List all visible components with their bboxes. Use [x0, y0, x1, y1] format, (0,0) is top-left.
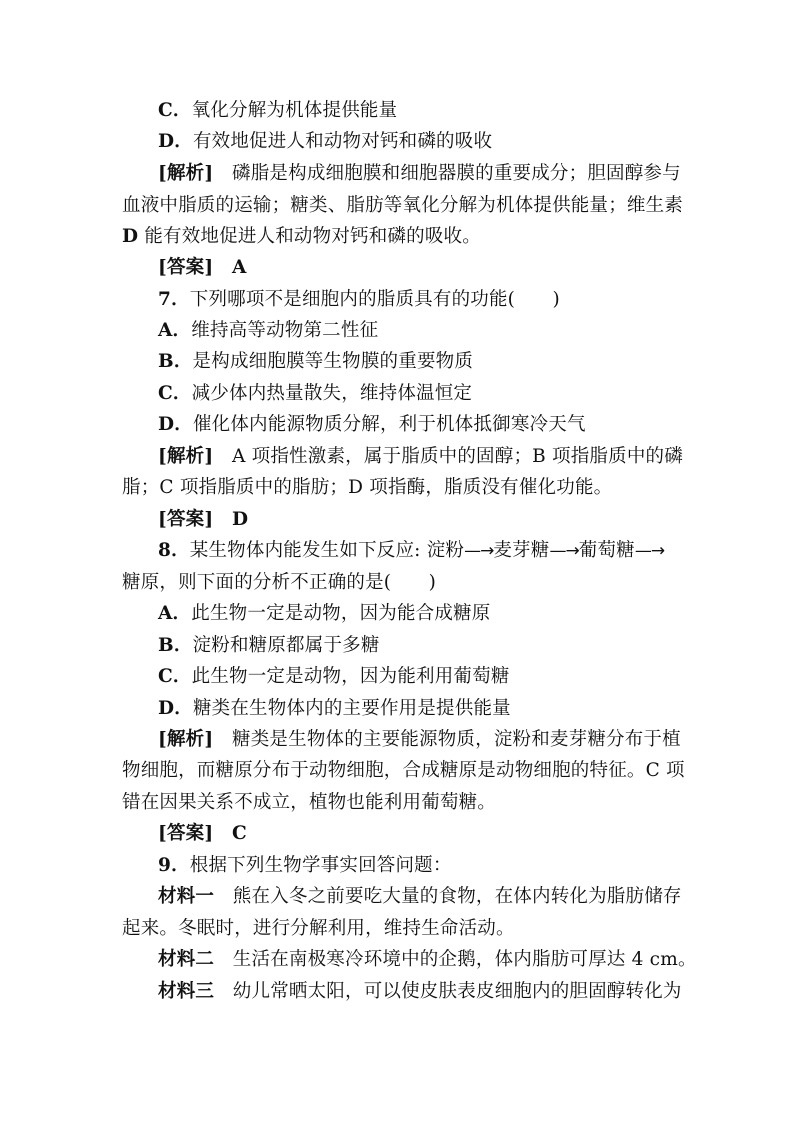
question-number: 7．: [158, 289, 190, 310]
option-letter: D．: [158, 698, 193, 719]
option-line: [158, 697, 794, 721]
option-letter: A．: [158, 320, 192, 341]
option-text: 维持高等动物第二性征: [191, 320, 379, 341]
question-text: 根据下列生物学事实回答问题：: [189, 855, 452, 876]
body-text: 物细胞，而糖原分布于动物细胞，合成糖原是动物细胞的特征。C 项: [122, 760, 685, 781]
option-line: [158, 413, 794, 437]
text-line: [122, 225, 794, 249]
option-line: [158, 319, 794, 343]
text-line: [122, 571, 794, 595]
option-text: 此生物一定是动物，因为能合成糖原: [191, 603, 491, 624]
option-letter: C．: [158, 100, 192, 121]
material-text: 熊在入冬之前要吃大量的食物，在体内转化为脂肪储存: [214, 886, 682, 907]
answer-value: D: [213, 509, 249, 530]
text-line: [122, 759, 794, 783]
body-text: 错在因果关系不成立，植物也能利用葡萄糖。: [122, 792, 497, 813]
option-letter: A．: [158, 603, 192, 624]
analysis-text: 磷脂是构成细胞膜和细胞器膜的重要成分；胆固醇参与: [213, 163, 681, 184]
question-number: 9．: [158, 855, 190, 876]
answer-line: [158, 256, 794, 280]
reaction-arrow: —→: [549, 541, 579, 561]
material-text: 幼儿常晒太阳，可以使皮肤表皮细胞内的胆固醇转化为: [214, 981, 682, 1002]
analysis-text: 糖类是生物体的主要能源物质，淀粉和麦芽糖分布于植: [213, 729, 681, 750]
option-text: 淀粉和糖原都属于多糖: [192, 635, 380, 656]
analysis-line: [158, 728, 794, 752]
option-text: 减少体内热量散失，维持体温恒定: [191, 383, 473, 404]
answer-line: [158, 508, 794, 532]
option-text: 是构成细胞膜等生物膜的重要物质: [192, 351, 474, 372]
analysis-tag: [解析]: [158, 729, 214, 750]
reaction-arrow: —→: [464, 541, 494, 561]
text-line: [122, 194, 794, 218]
option-line: [158, 350, 794, 374]
material-tag: 材料二: [158, 949, 215, 970]
answer-value: A: [213, 257, 247, 278]
answer-tag: [答案]: [158, 509, 214, 530]
option-line: [158, 602, 794, 626]
option-letter: D．: [158, 414, 193, 435]
analysis-line: [158, 445, 794, 469]
option-text: 此生物一定是动物，因为能利用葡萄糖: [191, 666, 510, 687]
analysis-tag: [解析]: [158, 446, 214, 467]
analysis-text: A 项指性激素，属于脂质中的固醇；B 项指脂质中的磷: [213, 446, 683, 467]
question-line: [158, 854, 794, 878]
body-text: 起来。冬眠时，进行分解利用，维持生命活动。: [122, 918, 515, 939]
option-text: 糖类在生物体内的主要作用是提供能量: [192, 698, 511, 719]
option-text: 催化体内能源物质分解，利于机体抵御寒冷天气: [192, 414, 586, 435]
option-line: [158, 382, 794, 406]
question-line: [158, 288, 794, 312]
question-number: 8．: [158, 540, 190, 561]
question-line: [158, 539, 794, 563]
option-letter: C．: [158, 666, 192, 687]
body-text: 脂；C 项指脂质中的脂肪；D 项指酶，脂质没有催化功能。: [122, 477, 613, 498]
body-text: 血液中脂质的运输；糖类、脂肪等氧化分解为机体提供能量；维生素: [122, 195, 684, 216]
body-text: 能有效地促进人和动物对钙和磷的吸收。: [138, 226, 481, 247]
answer-line: [158, 822, 794, 846]
option-letter: D．: [158, 131, 193, 152]
reaction-product: 葡萄糖: [578, 540, 635, 561]
option-letter: C．: [158, 383, 192, 404]
answer-tag: [答案]: [158, 823, 214, 844]
text-line: [122, 917, 794, 941]
question-text: 下列哪项不是细胞内的脂质具有的功能( ): [189, 289, 560, 310]
reaction-arrow: —→: [634, 541, 665, 561]
material-line: [158, 885, 794, 909]
option-text: 有效地促进人和动物对钙和磷的吸收: [192, 131, 493, 152]
material-line: [158, 948, 794, 972]
text-line: [122, 476, 794, 500]
material-line: [158, 980, 794, 1004]
question-text: 某生物体内能发生如下反应: 淀粉: [189, 540, 465, 561]
option-line: [158, 130, 794, 154]
option-text: 氧化分解为机体提供能量: [191, 100, 398, 121]
question-text: 糖原，则下面的分析不正确的是( ): [122, 572, 437, 593]
material-text: 生活在南极寒冷环境中的企鹅，体内脂肪可厚达 4 cm。: [214, 949, 697, 970]
analysis-line: [158, 162, 794, 186]
answer-value: C: [213, 823, 247, 844]
answer-tag: [答案]: [158, 257, 214, 278]
option-letter: B．: [158, 635, 193, 656]
text-line: [122, 791, 794, 815]
option-line: [158, 634, 794, 658]
option-letter: B．: [158, 351, 193, 372]
analysis-tag: [解析]: [158, 163, 214, 184]
material-tag: 材料一: [158, 886, 215, 907]
material-tag: 材料三: [158, 981, 215, 1002]
option-line: [158, 665, 794, 689]
reaction-product: 麦芽糖: [493, 540, 550, 561]
vitamin-letter: D: [122, 226, 139, 247]
option-line: [158, 99, 794, 123]
